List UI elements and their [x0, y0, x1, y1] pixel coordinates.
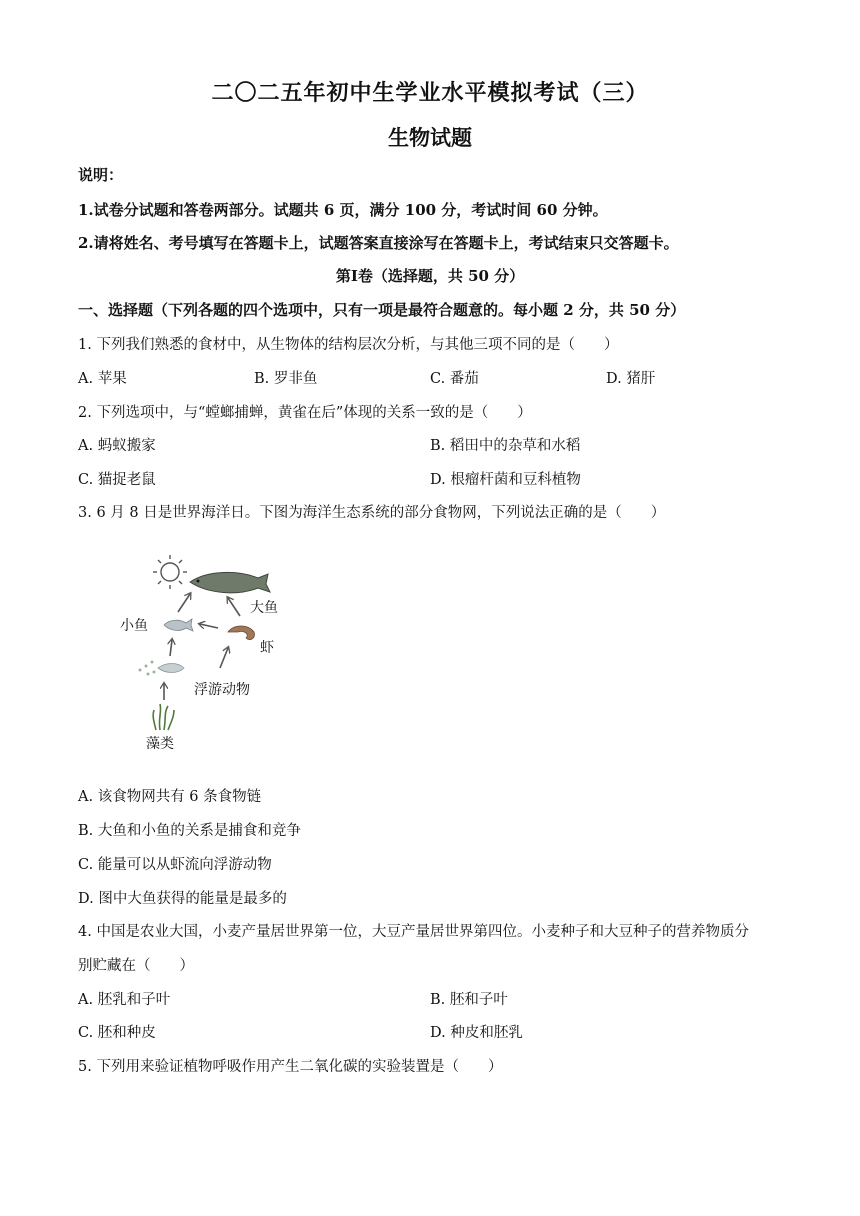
question-1-option-b: B. 罗非鱼 — [254, 371, 318, 387]
label-shrimp: 虾 — [260, 640, 274, 656]
note-item-1: 1.试卷分试题和答卷两部分。试题共 6 页，满分 100 分，考试时间 60 分钟。 — [78, 201, 608, 219]
question-3-option-d: D. 图中大鱼获得的能量是最多的 — [78, 891, 287, 907]
exam-subtitle: 生物试题 — [388, 125, 472, 150]
question-4-option-c: C. 胚和种皮 — [78, 1025, 156, 1041]
question-1-option-d: D. 猪肝 — [606, 371, 656, 387]
food-web-figure — [108, 548, 308, 758]
question-2-option-b: B. 稻田中的杂草和水稻 — [430, 438, 581, 454]
small-fish-icon — [164, 619, 193, 631]
sun-icon — [153, 555, 187, 589]
algae-icon — [153, 704, 174, 730]
arrow-small-fish-to-big-fish — [178, 594, 190, 612]
question-4-stem-line-2: 别贮藏在（ ） — [78, 958, 194, 974]
question-4-stem-line-1: 4. 中国是农业大国，小麦产量居世界第一位，大豆产量居世界第四位。小麦种子和大豆种子的营养物质分 — [78, 924, 749, 940]
question-2-option-a: A. 蚂蚁搬家 — [78, 438, 156, 454]
question-5-stem: 5. 下列用来验证植物呼吸作用产生二氧化碳的实验装置是（ ） — [78, 1059, 503, 1075]
shrimp-icon — [228, 626, 254, 640]
label-big-fish: 大鱼 — [250, 600, 278, 616]
question-1-option-c: C. 番茄 — [430, 371, 479, 387]
big-fish-icon — [190, 572, 270, 592]
question-1-option-a: A. 苹果 — [78, 371, 127, 387]
part-title: 一、选择题（下列各题的四个选项中，只有一项是最符合题意的。每小题 2 分，共 50 分） — [78, 301, 686, 319]
zooplankton-icon — [139, 661, 185, 676]
question-4-option-b: B. 胚和子叶 — [430, 992, 508, 1008]
question-2-stem: 2. 下列选项中，与“螳螂捕蝉，黄雀在后”体现的关系一致的是（ ） — [78, 405, 532, 421]
label-algae: 藻类 — [146, 736, 174, 752]
question-2-option-c: C. 猫捉老鼠 — [78, 472, 156, 488]
notes-heading: 说明： — [78, 166, 124, 184]
exam-title: 二〇二五年初中生学业水平模拟考试（三） — [211, 80, 649, 106]
question-4-option-a: A. 胚乳和子叶 — [78, 992, 171, 1008]
note-item-2: 2.请将姓名、考号填写在答题卡上，试题答案直接涂写在答题卡上，考试结束只交答题卡。 — [78, 234, 679, 252]
question-3-option-b: B. 大鱼和小鱼的关系是捕食和竞争 — [78, 823, 301, 839]
question-2-option-d: D. 根瘤杆菌和豆科植物 — [430, 472, 581, 488]
question-3-option-c: C. 能量可以从虾流向浮游动物 — [78, 857, 272, 873]
question-3-option-a: A. 该食物网共有 6 条食物链 — [78, 789, 262, 805]
question-3-stem: 3. 6 月 8 日是世界海洋日。下图为海洋生态系统的部分食物网，下列说法正确的是（ ） — [78, 505, 666, 521]
arrow-zooplankton-to-small-fish — [170, 640, 172, 656]
label-zooplankton: 浮游动物 — [194, 682, 250, 698]
question-1-stem: 1. 下列我们熟悉的食材中，从生物体的结构层次分析，与其他三项不同的是（ ） — [78, 337, 619, 353]
label-small-fish: 小鱼 — [120, 618, 148, 634]
arrow-shrimp-to-big-fish — [228, 598, 240, 616]
arrow-shrimp-to-small-fish — [200, 624, 218, 628]
volume-title: 第Ⅰ卷（选择题，共 50 分） — [335, 267, 525, 285]
arrow-zooplankton-to-shrimp — [220, 648, 228, 668]
question-4-option-d: D. 种皮和胚乳 — [430, 1025, 523, 1041]
